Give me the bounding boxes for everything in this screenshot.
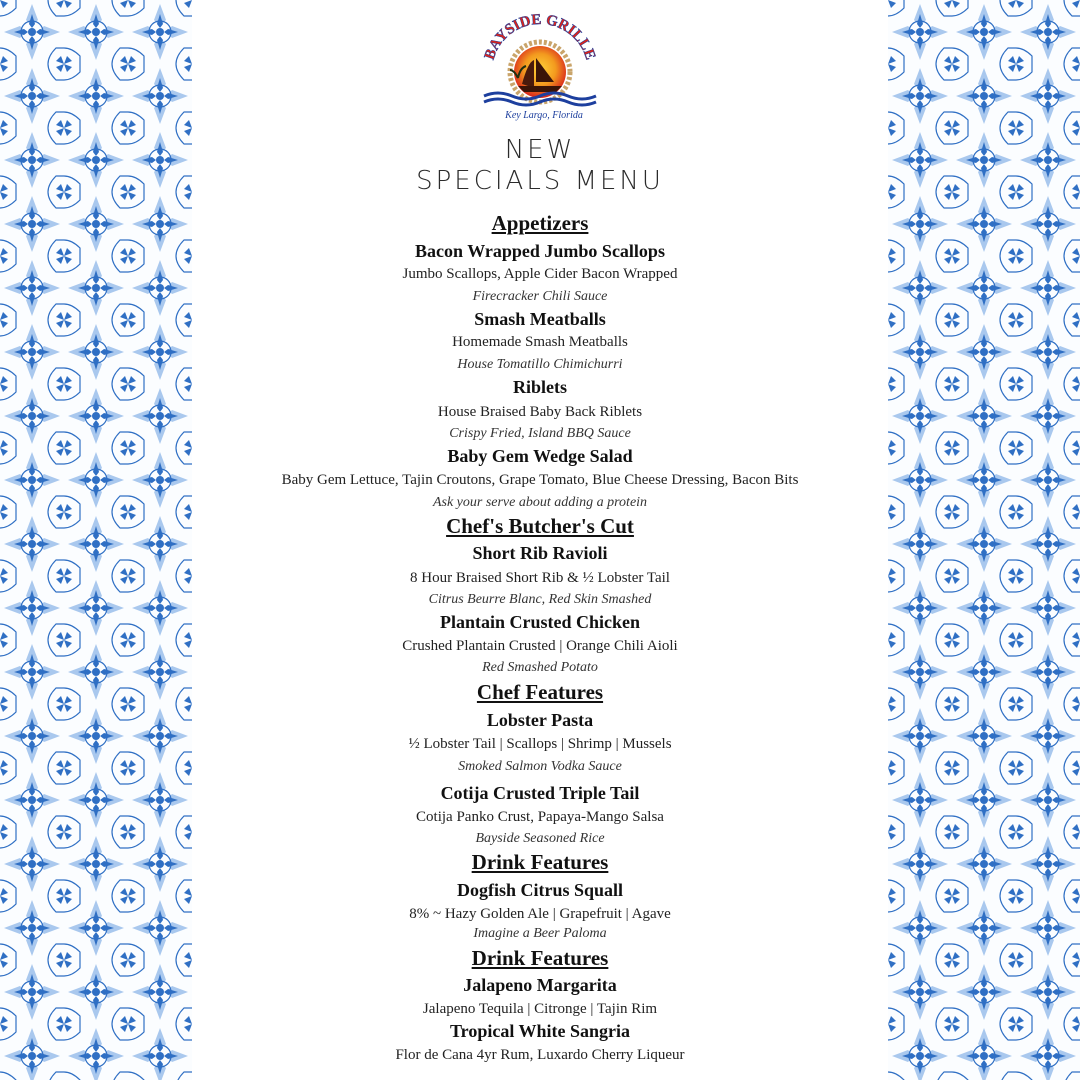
dish-triple-tail: Cotija Crusted Triple Tail: [440, 783, 640, 803]
dish-riblets: Riblets: [513, 377, 567, 397]
desc-plantain-chicken: Crushed Plantain Crusted | Orange Chili Aioli: [402, 638, 678, 654]
desc-lobster-pasta: ½ Lobster Tail | Scallops | Shrimp | Mussels: [408, 736, 672, 752]
dish-dogfish-squall: Dogfish Citrus Squall: [456, 880, 624, 900]
section-appetizers: Appetizers: [491, 211, 589, 235]
dish-meatballs: Smash Meatballs: [474, 309, 606, 329]
dish-plantain-chicken: Plantain Crusted Chicken: [439, 612, 641, 632]
desc-dogfish-squall: 8% ~ Hazy Golden Ale | Grapefruit | Agave: [409, 906, 671, 922]
dish-scallops: Bacon Wrapped Jumbo Scallops: [415, 241, 665, 261]
desc-short-rib-ravioli: 8 Hour Braised Short Rib & ½ Lobster Tail: [410, 570, 670, 586]
dish-short-rib-ravioli: Short Rib Ravioli: [472, 543, 608, 563]
right-tile-pattern: [888, 0, 1080, 1080]
dish-wedge-salad: Baby Gem Wedge Salad: [447, 446, 633, 466]
bayside-grille-logo: [478, 12, 602, 124]
heading-new: NEW: [504, 135, 576, 165]
note-lobster-pasta: Smoked Salmon Vodka Sauce: [458, 759, 622, 774]
desc-meatballs: Homemade Smash Meatballs: [452, 334, 628, 350]
note-riblets: Crispy Fried, Island BBQ Sauce: [449, 426, 631, 441]
section-butchers-cut: Chef's Butcher's Cut: [446, 514, 634, 538]
desc-jalapeno-margarita: Jalapeno Tequila | Citronge | Tajin Rim: [422, 1001, 658, 1017]
note-dogfish-squall: Imagine a Beer Paloma: [473, 926, 607, 941]
dish-jalapeno-margarita: Jalapeno Margarita: [463, 975, 617, 995]
note-plantain-chicken: Red Smashed Potato: [482, 660, 598, 675]
note-short-rib-ravioli: Citrus Beurre Blanc, Red Skin Smashed: [428, 592, 652, 607]
desc-white-sangria: Flor de Cana 4yr Rum, Luxardo Cherry Liqueur: [395, 1047, 685, 1063]
section-drink-features-2: Drink Features: [471, 946, 609, 970]
note-wedge-salad: Ask your serve about adding a protein: [432, 495, 648, 510]
section-drink-features: Drink Features: [471, 850, 609, 874]
dish-lobster-pasta: Lobster Pasta: [486, 710, 594, 730]
logo-name: BAYSIDE GRILLE: [481, 12, 599, 62]
dish-white-sangria: Tropical White Sangria: [449, 1021, 631, 1041]
desc-wedge-salad: Baby Gem Lettuce, Tajin Croutons, Grape Tomato, Blue Cheese Dressing, Bacon Bits: [281, 472, 799, 488]
desc-triple-tail: Cotija Panko Crust, Papaya-Mango Salsa: [416, 809, 664, 825]
desc-scallops: Jumbo Scallops, Apple Cider Bacon Wrapped: [402, 266, 678, 282]
note-scallops: Firecracker Chili Sauce: [472, 289, 608, 304]
note-meatballs: House Tomatillo Chimichurri: [457, 357, 623, 372]
left-tile-pattern: [0, 0, 192, 1080]
note-triple-tail: Bayside Seasoned Rice: [475, 831, 605, 846]
section-chef-features: Chef Features: [476, 680, 604, 704]
heading-specials-menu: SPECIALS MENU: [416, 166, 664, 196]
logo-location: Key Largo, Florida: [505, 110, 583, 121]
desc-riblets: House Braised Baby Back Riblets: [437, 404, 643, 420]
